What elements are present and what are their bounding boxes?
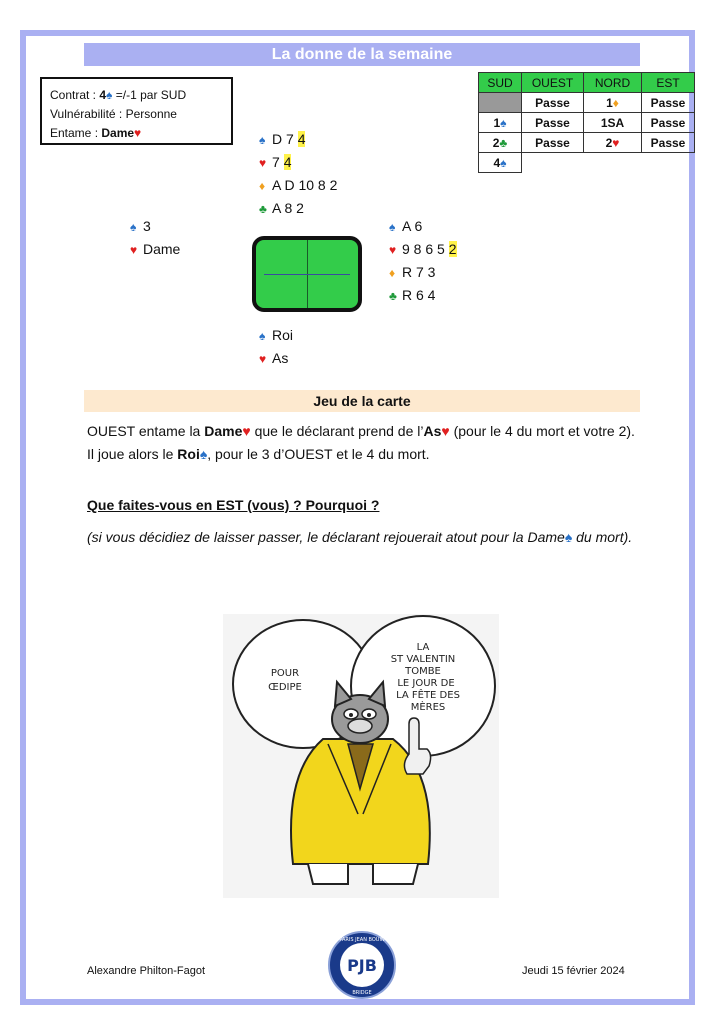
logo-ring-top: PARIS JEAN BOUIN [339,937,385,943]
bubble-right-line: ST VALENTIN [390,654,456,665]
bid-cell: 1SA [584,113,642,133]
east-clubs: ♣ R 6 4 [389,284,457,307]
bid-cell: Passe [522,113,584,133]
question: Que faites-vous en EST (vous) ? Pourquoi ? [87,497,380,513]
header-nord: NORD [584,73,642,93]
header-est: EST [642,73,695,93]
bidding-row [479,153,695,173]
bidding-row [479,113,695,133]
bubble-left-line: POUR [270,668,300,679]
bidding-table [478,72,695,173]
diamond-icon: ♦ [259,179,266,193]
spade-icon: ♠ [106,88,113,102]
north-diamonds: ♦ A D 10 8 2 [259,174,337,197]
spade-icon: ♠ [259,329,266,343]
heart-icon: ♥ [259,156,267,170]
north-hearts: ♥ 7 4 [259,151,337,174]
east-hand [389,215,457,307]
bid-cell: 1♦ [584,93,642,113]
spade-icon: ♠ [199,446,208,462]
card-table [252,236,362,312]
west-hearts: ♥ Dame [130,238,180,261]
vulnerability-line: Vulnérabilité : Personne [50,107,177,121]
hint-text: (si vous décidiez de laisser passer, le déclarant rejouerait atout pour la Dame♠ du mort). [87,529,633,545]
bidding-row [479,133,695,153]
diamond-icon: ♦ [612,95,619,110]
page-title: La donne de la semaine [84,43,640,66]
bid-cell: Passe [642,133,695,153]
bid-cell-empty [479,93,522,113]
club-icon: ♣ [389,289,397,303]
spade-icon: ♠ [389,220,396,234]
club-logo-graphic [327,930,397,1000]
bubble-left-line: ŒDIPE [268,682,302,693]
bid-cell-empty [584,153,642,173]
bubble-right-line: TOMBE [405,666,441,677]
spade-icon: ♠ [500,155,507,170]
play-description: OUEST entame la Dame♥ que le déclarant prend de l’As♥ (pour le 4 du mort et votre 2). Il joue alors le Roi♠, pour le 3 d’OUEST et le 4 du mort. [87,423,635,462]
header-sud: SUD [479,73,522,93]
bubble-right-line: LA [416,642,430,653]
bid-cell: Passe [522,133,584,153]
spade-icon: ♠ [130,220,137,234]
east-diamonds: ♦ R 7 3 [389,261,457,284]
south-hand [259,324,293,370]
heart-icon: ♥ [389,243,397,257]
cartoon-image [223,614,499,898]
bid-cell: Passe [522,93,584,113]
east-spades: ♠ A 6 [389,215,457,238]
south-hearts: ♥ As [259,347,293,370]
heart-icon: ♥ [441,423,450,439]
heart-icon: ♥ [259,352,267,366]
west-hand [130,215,180,261]
club-icon: ♣ [259,202,267,216]
bid-cell: Passe [642,93,695,113]
bidding-header-row [479,73,695,93]
heart-icon: ♥ [130,243,138,257]
bubble-right-line: LE JOUR DE [397,678,455,689]
table-divider-horizontal [264,274,350,275]
club-logo [327,930,397,1005]
bid-cell: 1♠ [479,113,522,133]
north-clubs: ♣ A 8 2 [259,197,337,220]
logo-initials: PJB [347,956,377,975]
bid-cell: 2♥ [584,133,642,153]
bubble-right-line: LA FÊTE DES [396,690,460,701]
spade-icon: ♠ [500,115,507,130]
bid-cell-empty [642,153,695,173]
spade-icon: ♠ [564,529,573,545]
cartoon-illustration [223,614,499,898]
heart-icon: ♥ [134,126,142,140]
bid-cell: Passe [642,113,695,133]
bid-cell: 2♣ [479,133,522,153]
north-spades: ♠ D 7 4 [259,128,337,151]
lead-line: Entame : Dame♥ [50,126,142,140]
bid-cell: 4♠ [479,153,522,173]
bidding-row [479,93,695,113]
diamond-icon: ♦ [389,266,396,280]
contract-box [40,77,233,145]
heart-icon: ♥ [242,423,251,439]
footer-date: Jeudi 15 février 2024 [522,965,625,977]
footer-author: Alexandre Philton-Fagot [87,965,206,977]
west-spades: ♠ 3 [130,215,180,238]
north-hand [259,128,337,220]
header-ouest: OUEST [522,73,584,93]
bid-cell-empty [522,153,584,173]
logo-ring-bottom: BRIDGE [352,990,372,996]
club-icon: ♣ [499,135,508,150]
heart-icon: ♥ [612,135,620,150]
south-spades: ♠ Roi [259,324,293,347]
east-hearts: ♥ 9 8 6 5 2 [389,238,457,261]
section-title: Jeu de la carte [84,390,640,412]
bubble-right-line: MÈRES [410,702,446,713]
spade-icon: ♠ [259,133,266,147]
contract-line: Contrat : 4♠ =/-1 par SUD [50,88,187,102]
